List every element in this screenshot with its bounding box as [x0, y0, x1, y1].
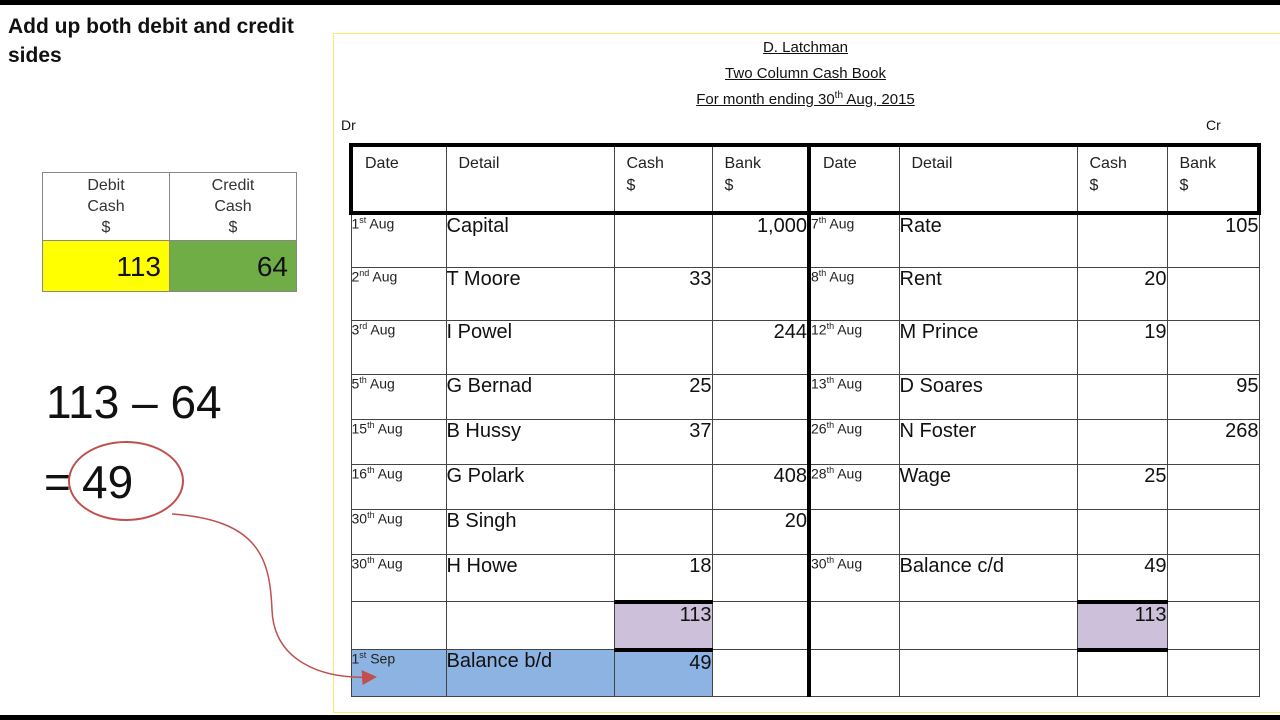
cr-cash-cell: 20 — [1077, 268, 1167, 321]
dr-date-cell: 2nd Aug — [351, 268, 446, 321]
cash-book-ledger — [349, 143, 1261, 697]
cr-detail-cell — [899, 650, 1077, 697]
cr-detail-cell — [899, 510, 1077, 555]
dr-date-cell: 16th Aug — [351, 465, 446, 510]
cr-bank-cell — [1167, 321, 1259, 374]
dr-date-cell: 1st Sep — [351, 650, 446, 697]
cr-cash-cell — [1077, 650, 1167, 697]
calculation-result: 49 — [82, 456, 134, 508]
ledger-row — [351, 650, 1259, 697]
subtraction-expression: 113 – 64 — [46, 376, 222, 428]
cr-detail-cell: N Foster — [899, 419, 1077, 464]
dr-date-cell: 3rd Aug — [351, 321, 446, 374]
cr-cash-cell: 25 — [1077, 465, 1167, 510]
dr-cash-header: Cash $ — [614, 145, 712, 213]
dr-bank-cell — [712, 650, 809, 697]
dr-cash-cell: 18 — [614, 555, 712, 602]
cr-detail-cell: Wage — [899, 465, 1077, 510]
summary-table — [42, 172, 297, 292]
cr-detail-cell: Rent — [899, 268, 1077, 321]
dr-cash-cell — [614, 321, 712, 374]
dr-bank-cell — [712, 602, 809, 650]
cr-date-cell: 7th Aug — [809, 213, 899, 268]
dr-detail-cell: B Hussy — [446, 419, 614, 464]
dr-detail-cell: B Singh — [446, 510, 614, 555]
cr-date-cell — [809, 510, 899, 555]
document-period: For month ending 30th Aug, 2015 — [696, 90, 915, 108]
top-border — [0, 0, 1280, 5]
ledger-row — [351, 374, 1259, 419]
ledger-row — [351, 213, 1259, 268]
dr-detail-cell: H Howe — [446, 555, 614, 602]
cr-date-cell: 28th Aug — [809, 465, 899, 510]
cr-detail-cell: D Soares — [899, 374, 1077, 419]
dr-cash-cell: 33 — [614, 268, 712, 321]
cr-date-cell: 13th Aug — [809, 374, 899, 419]
ledger-row — [351, 602, 1259, 650]
dr-date-cell: 30th Aug — [351, 555, 446, 602]
dr-bank-header: Bank $ — [712, 145, 809, 213]
credit-cash-total: 64 — [170, 241, 297, 292]
dr-bank-cell — [712, 555, 809, 602]
bottom-border — [0, 715, 1280, 720]
dr-bank-cell: 20 — [712, 510, 809, 555]
dr-detail-cell: Capital — [446, 213, 614, 268]
dr-bank-cell: 408 — [712, 465, 809, 510]
cr-detail-cell: M Prince — [899, 321, 1077, 374]
debit-cash-total: 113 — [43, 241, 170, 292]
dr-date-header: Date — [351, 145, 446, 213]
debit-cash-header: Debit Cash $ — [43, 173, 170, 241]
credit-side-label: Cr — [1206, 117, 1221, 133]
dr-detail-header: Detail — [446, 145, 614, 213]
dr-date-cell: 15th Aug — [351, 419, 446, 464]
cr-date-cell — [809, 602, 899, 650]
cr-cash-cell — [1077, 510, 1167, 555]
cr-detail-cell — [899, 602, 1077, 650]
cr-date-header: Date — [809, 145, 899, 213]
owner-name: D. Latchman — [762, 39, 849, 56]
cr-date-cell: 30th Aug — [809, 555, 899, 602]
dr-date-cell: 5th Aug — [351, 374, 446, 419]
cr-detail-cell: Balance c/d — [899, 555, 1077, 602]
cr-cash-cell — [1077, 374, 1167, 419]
credit-cash-header: Credit Cash $ — [170, 173, 297, 241]
document-title: Two Column Cash Book — [725, 65, 886, 82]
dr-cash-cell: 49 — [614, 650, 712, 697]
cr-bank-cell — [1167, 268, 1259, 321]
dr-detail-cell: G Bernad — [446, 374, 614, 419]
cr-cash-header: Cash $ — [1077, 145, 1167, 213]
cr-date-cell: 8th Aug — [809, 268, 899, 321]
instruction-text: Add up both debit and credit sides — [8, 15, 294, 67]
cr-cash-cell: 49 — [1077, 555, 1167, 602]
dr-bank-cell — [712, 374, 809, 419]
dr-bank-cell — [712, 268, 809, 321]
dr-cash-cell: 25 — [614, 374, 712, 419]
debit-side-label: Dr — [341, 117, 356, 133]
dr-detail-cell: G Polark — [446, 465, 614, 510]
cr-bank-cell — [1167, 650, 1259, 697]
cr-cash-cell: 19 — [1077, 321, 1167, 374]
dr-date-cell: 30th Aug — [351, 510, 446, 555]
ledger-row — [351, 510, 1259, 555]
cr-bank-cell — [1167, 510, 1259, 555]
ledger-row — [351, 465, 1259, 510]
ledger-row — [351, 555, 1259, 602]
cr-detail-cell: Rate — [899, 213, 1077, 268]
cr-date-cell: 12th Aug — [809, 321, 899, 374]
ledger-row — [351, 419, 1259, 464]
dr-detail-cell: Balance b/d — [446, 650, 614, 697]
dr-cash-cell — [614, 510, 712, 555]
dr-cash-cell: 37 — [614, 419, 712, 464]
dr-detail-cell: T Moore — [446, 268, 614, 321]
dr-cash-cell: 113 — [614, 602, 712, 650]
dr-date-cell — [351, 602, 446, 650]
cr-cash-cell — [1077, 419, 1167, 464]
cr-cash-cell — [1077, 213, 1167, 268]
cr-bank-cell: 95 — [1167, 374, 1259, 419]
cr-bank-cell: 268 — [1167, 419, 1259, 464]
cr-cash-cell: 113 — [1077, 602, 1167, 650]
dr-cash-cell — [614, 213, 712, 268]
dr-cash-cell — [614, 465, 712, 510]
cr-bank-cell — [1167, 555, 1259, 602]
dr-detail-cell: I Powel — [446, 321, 614, 374]
dr-bank-cell: 244 — [712, 321, 809, 374]
cr-date-cell — [809, 650, 899, 697]
dr-detail-cell — [446, 602, 614, 650]
dr-bank-cell — [712, 419, 809, 464]
dr-bank-cell: 1,000 — [712, 213, 809, 268]
cr-bank-cell — [1167, 602, 1259, 650]
ledger-row — [351, 268, 1259, 321]
cr-detail-header: Detail — [899, 145, 1077, 213]
equals-sign: = — [44, 456, 71, 508]
cr-bank-cell — [1167, 465, 1259, 510]
cr-bank-cell: 105 — [1167, 213, 1259, 268]
cr-bank-header: Bank $ — [1167, 145, 1259, 213]
ledger-row — [351, 321, 1259, 374]
dr-date-cell: 1st Aug — [351, 213, 446, 268]
cr-date-cell: 26th Aug — [809, 419, 899, 464]
